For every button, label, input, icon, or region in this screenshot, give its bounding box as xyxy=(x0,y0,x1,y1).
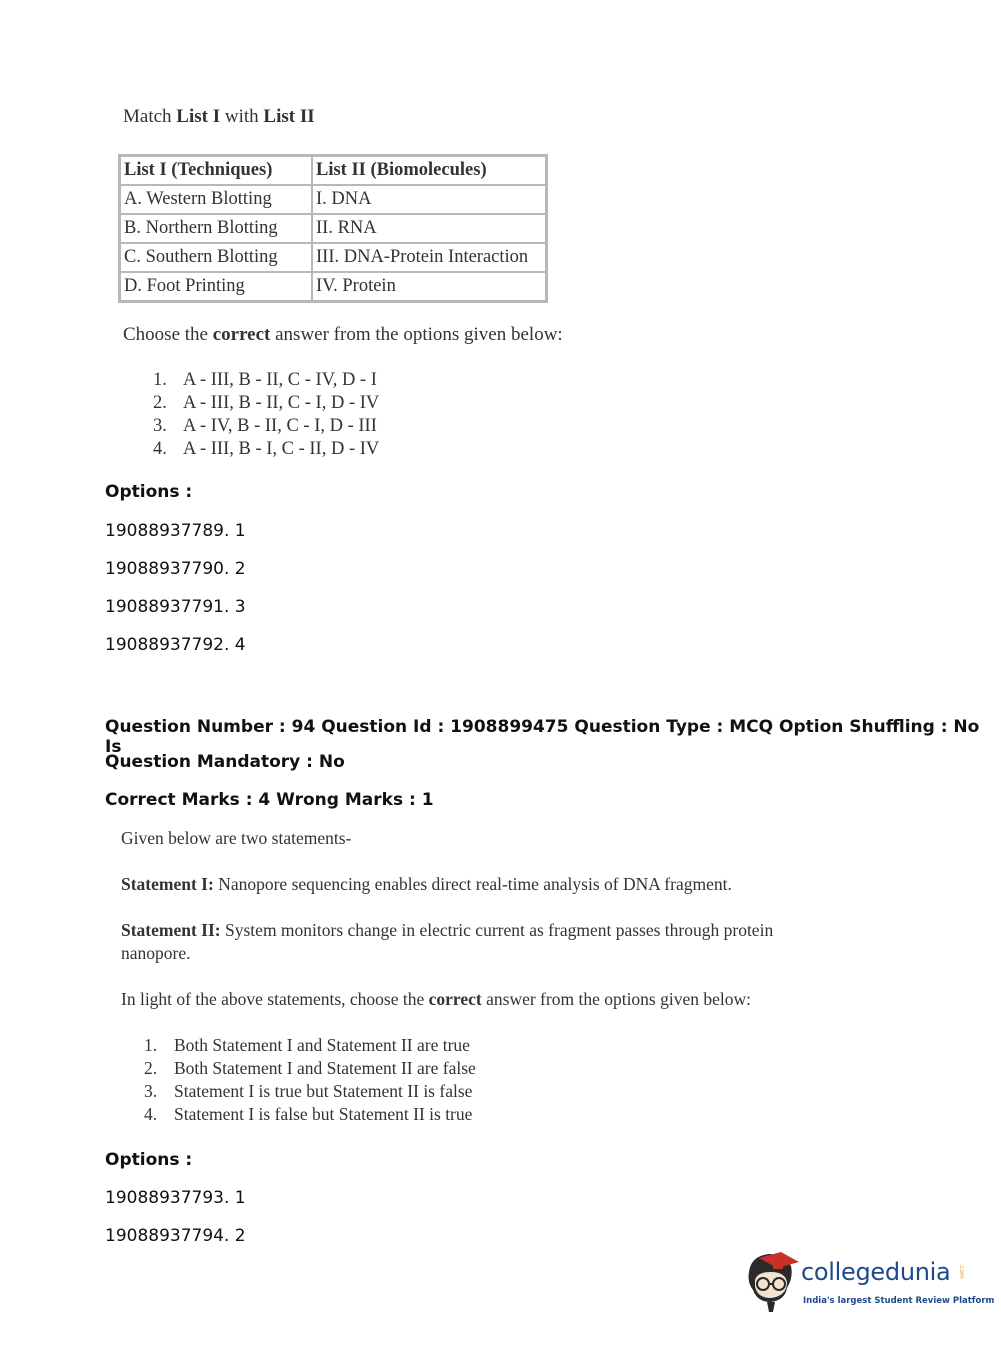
answer-list xyxy=(153,370,379,462)
statement-two-continuation: nanopore. xyxy=(121,943,191,963)
collegedunia-logo xyxy=(741,1250,995,1320)
statement-one-text: Nanopore sequencing enables direct real-time analysis of DNA fragment. xyxy=(213,874,732,894)
list-item xyxy=(153,416,379,439)
answer-number: 4. xyxy=(153,439,167,459)
table-cell: III. DNA-Protein Interaction xyxy=(312,243,546,272)
logo-tagline: India's largest Student Review Platform xyxy=(803,1296,995,1306)
list-item xyxy=(153,370,379,393)
answer-text: A - IV, B - II, C - I, D - III xyxy=(183,416,377,436)
match-table xyxy=(118,154,548,303)
statements-intro: Given below are two statements- xyxy=(121,828,352,848)
table-row xyxy=(120,185,546,214)
option-id-line: 19088937792. 4 xyxy=(105,635,246,655)
header-list2: List II (Biomolecules) xyxy=(312,156,546,185)
answer-number: 1. xyxy=(153,370,167,390)
table-header-row xyxy=(120,156,546,185)
answer-number: 3. xyxy=(153,416,167,436)
choose-text: Choose the xyxy=(123,324,213,345)
option-id-line: 19088937790. 2 xyxy=(105,559,246,579)
table-cell: D. Foot Printing xyxy=(120,272,312,301)
intro-text: Match xyxy=(123,106,177,127)
choose-text: answer from the options given below: xyxy=(481,989,752,1009)
option-id-line: 19088937791. 3 xyxy=(105,597,246,617)
choose-text: In light of the above statements, choose the xyxy=(121,989,429,1009)
intro-bold-list1: List I xyxy=(176,106,221,127)
logo-dotcom: .com xyxy=(958,1264,965,1279)
answer-number: 3. xyxy=(144,1081,158,1101)
choose-instruction xyxy=(121,989,751,1010)
list-item xyxy=(153,393,379,416)
statement-two xyxy=(121,920,773,941)
answer-text: Both Statement I and Statement II are true xyxy=(174,1035,470,1055)
option-id-line: 19088937789. 1 xyxy=(105,521,246,541)
table-cell: II. RNA xyxy=(312,214,546,243)
table-cell: IV. Protein xyxy=(312,272,546,301)
choose-bold: correct xyxy=(212,324,271,345)
answer-text: A - III, B - I, C - II, D - IV xyxy=(183,439,380,459)
answer-list xyxy=(144,1035,476,1127)
answer-text: A - III, B - II, C - I, D - IV xyxy=(183,393,380,413)
statement-one-label: Statement I: xyxy=(121,874,214,894)
options-label: Options : xyxy=(105,1150,193,1170)
logo-wordmark: collegedunia xyxy=(801,1258,951,1286)
options-label: Options : xyxy=(105,482,193,502)
table-row xyxy=(120,272,546,301)
table-cell: B. Northern Blotting xyxy=(120,214,312,243)
answer-number: 1. xyxy=(144,1035,158,1055)
list-item xyxy=(144,1081,476,1104)
mascot-icon xyxy=(741,1250,801,1320)
answer-number: 4. xyxy=(144,1104,158,1124)
question-meta-line1: Question Number : 94 Question Id : 1908899475 Question Type : MCQ Option Shuffling : No Is xyxy=(105,717,980,757)
header-list1: List I (Techniques) xyxy=(120,156,312,185)
statement-two-text: System monitors change in electric current as fragment passes through protein xyxy=(220,920,774,940)
intro-text: with xyxy=(220,106,264,127)
table-row xyxy=(120,243,546,272)
answer-text: Statement I is true but Statement II is false xyxy=(174,1081,473,1101)
question-intro xyxy=(123,106,315,128)
statement-two-label: Statement II: xyxy=(121,920,221,940)
question-meta-line2: Question Mandatory : No xyxy=(105,752,345,772)
choose-instruction xyxy=(123,324,563,346)
marks-line: Correct Marks : 4 Wrong Marks : 1 xyxy=(105,790,434,810)
choose-bold: correct xyxy=(428,989,482,1009)
table-cell: I. DNA xyxy=(312,185,546,214)
list-item xyxy=(144,1104,476,1127)
answer-text: Statement I is false but Statement II is true xyxy=(174,1104,473,1124)
answer-number: 2. xyxy=(153,393,167,413)
table-cell: A. Western Blotting xyxy=(120,185,312,214)
answer-text: Both Statement I and Statement II are false xyxy=(174,1058,476,1078)
choose-text: answer from the options given below: xyxy=(270,324,563,345)
option-id-line: 19088937794. 2 xyxy=(105,1226,246,1246)
answer-number: 2. xyxy=(144,1058,158,1078)
intro-bold-list2: List II xyxy=(263,106,315,127)
table-cell: C. Southern Blotting xyxy=(120,243,312,272)
list-item xyxy=(153,439,379,462)
table-row xyxy=(120,214,546,243)
option-id-line: 19088937793. 1 xyxy=(105,1188,246,1208)
statement-one xyxy=(121,874,732,895)
answer-text: A - III, B - II, C - IV, D - I xyxy=(183,370,377,390)
list-item xyxy=(144,1035,476,1058)
list-item xyxy=(144,1058,476,1081)
